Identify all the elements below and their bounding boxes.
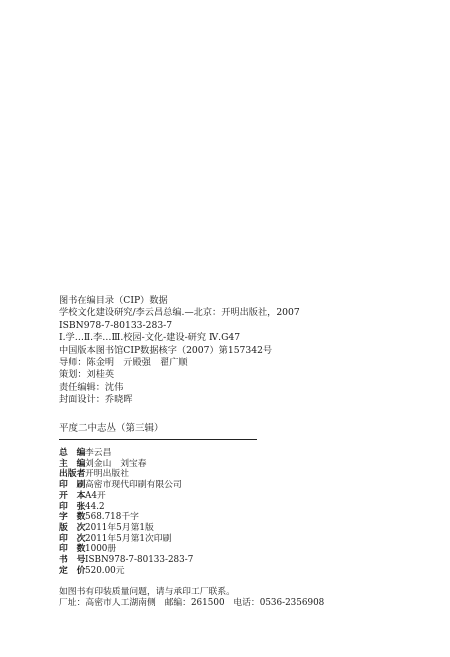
detail-value: 高密市现代印刷有限公司: [85, 480, 182, 491]
detail-value: 568.718千字: [85, 512, 139, 523]
detail-key: 书 号: [59, 555, 86, 566]
detail-value: 李云昌: [85, 448, 112, 458]
detail-value: 1000册: [85, 544, 117, 555]
detail-key: 印 张: [59, 501, 86, 512]
detail-key: 开 本: [59, 490, 86, 501]
footer-notice: [59, 587, 419, 609]
detail-row: [59, 523, 399, 534]
quality-notice: 如图书有印装质量问题，请与承印工厂联系。: [59, 587, 235, 597]
cip-planner-line: 策划：刘桂英: [59, 369, 115, 381]
cip-editor-line: 责任编辑：沈伟: [59, 381, 124, 393]
detail-key: 定 价: [59, 565, 86, 576]
detail-value: 刘金山 刘宝春: [85, 458, 147, 469]
detail-row: [59, 480, 399, 491]
cip-data-block: [59, 295, 419, 407]
detail-value: 开明出版社: [85, 469, 129, 480]
cip-isbn-line: ISBN978-7-80133-283-7: [59, 319, 173, 331]
detail-key: 印 刷: [59, 480, 86, 491]
detail-key: 总 编: [59, 448, 86, 458]
detail-key: 印 次: [59, 533, 86, 544]
series-block: [59, 423, 259, 440]
detail-row: [59, 448, 399, 459]
series-divider: [59, 439, 257, 440]
detail-key: 主 编: [59, 458, 86, 469]
detail-row: [59, 566, 399, 577]
factory-address: 厂址：高密市人工湖南侧 邮编：261500 电话：0536-2356908: [59, 598, 325, 608]
series-title: 平度二中志丛（第三辑）: [59, 423, 164, 434]
cip-advisors-line: 导师：陈金明 亓殿强 翟广顺: [59, 357, 188, 369]
detail-row: [59, 555, 399, 566]
cip-classification-line: Ⅰ.学…Ⅱ.李…Ⅲ.校园-文化-建设-研究 Ⅳ.G47: [59, 332, 241, 344]
cip-heading: 图书在编目录（CIP）数据: [59, 295, 168, 306]
publication-details: [59, 448, 399, 576]
detail-key: 字 数: [59, 512, 86, 523]
detail-value: 2011年5月第1版: [85, 522, 154, 533]
detail-value: 44.2: [85, 501, 105, 512]
detail-row: [59, 512, 399, 523]
detail-value: A4开: [85, 490, 106, 501]
detail-row: [59, 469, 399, 480]
detail-row: [59, 502, 399, 513]
detail-row: [59, 534, 399, 545]
detail-row: [59, 544, 399, 555]
cip-library-number-line: 中国版本图书馆CIP数据核字（2007）第157342号: [59, 344, 273, 356]
detail-row: [59, 491, 399, 502]
detail-key: 印 数: [59, 544, 86, 555]
detail-value: 2011年5月第1次印刷: [85, 533, 172, 544]
detail-key: 版 次: [59, 522, 86, 533]
detail-key: 出版者: [59, 469, 86, 480]
detail-value: 520.00元: [85, 565, 125, 576]
detail-value: ISBN978-7-80133-283-7: [85, 555, 194, 566]
cip-title-line: 学校文化建设研究/李云昌总编.—北京：开明出版社，2007: [59, 307, 300, 319]
detail-row: [59, 459, 399, 470]
cip-cover-design-line: 封面设计：乔晓晖: [59, 394, 133, 406]
